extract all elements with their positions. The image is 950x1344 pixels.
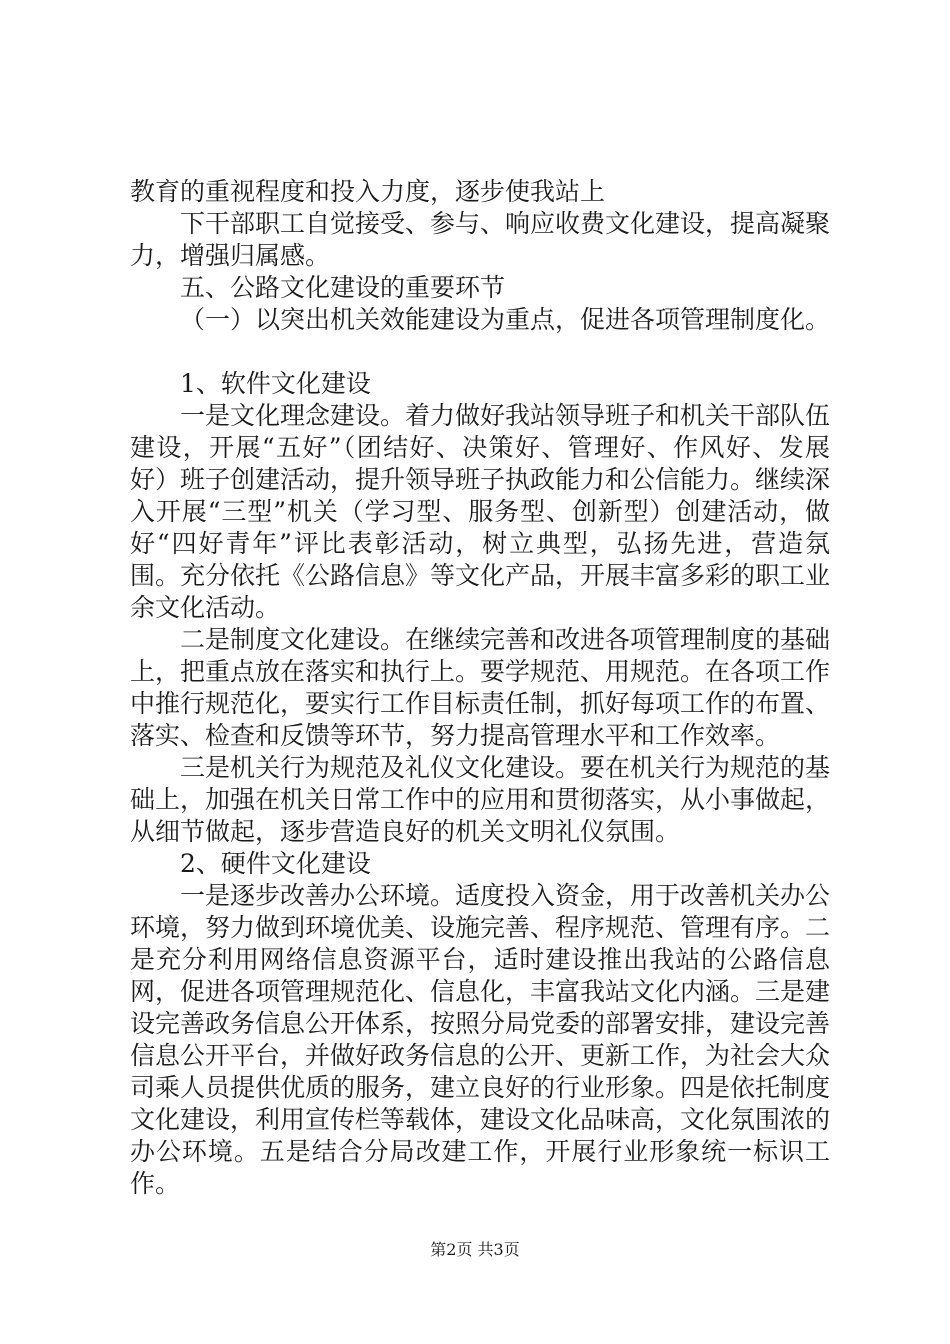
paragraph-office-environment: 一是逐步改善办公环境。适度投入资金，用于改善机关办公环境，努力做到环境优美、设施完善、程序规范、管理有序。二是充分利用网络信息资源平台，适时建设推出我站的公路信息网，促进各项管理规范化、信息化，丰富我站文化内涵。三是建设完善政务信息公开体系，按照分局党委的部署安排，建设完善信息公开平台，并做好政务信息的公开、更新工作，为社会大众司乘人员提供优质的服务，建立良好的行业形象。四是依托制度文化建设，利用宣传栏等载体，建设文化品味高，文化氛围浓的办公环境。五是结合分局改建工作，开展行业形象统一标识工作。 (130, 881, 831, 1198)
paragraph-continuation: 教育的重视程度和投入力度，逐步使我站上 (130, 177, 606, 206)
paragraph-etiquette-culture: 三是机关行为规范及礼仪文化建设。要在机关行为规范的基础上，加强在机关日常工作中的应用和贯彻落实，从小事做起，从细节做起，逐步营造良好的机关文明礼仪氛围。 (130, 753, 831, 846)
paragraph-system-culture: 二是制度文化建设。在继续完善和改进各项管理制度的基础上，把重点放在落实和执行上。要学规范、用规范。在各项工作中推行规范化，要实行工作目标责任制，抓好每项工作的布置、落实、检查和反馈等环节，努力提高管理水平和工作效率。 (130, 625, 831, 750)
paragraph: 下干部职工自觉接受、参与、响应收费文化建设，提高凝聚力，增强归属感。 (130, 209, 831, 270)
document-body (130, 176, 830, 1200)
subsection-heading: （一）以突出机关效能建设为重点，促进各项管理制度化。 (180, 305, 831, 334)
paragraph-culture-concept: 一是文化理念建设。着力做好我站领导班子和机关干部队伍建设，开展“五好”（团结好、决策好、管理好、作风好、发展好）班子创建活动，提升领导班子执政能力和公信能力。继续深入开展“三型”机关（学习型、服务型、创新型）创建活动，做好“四好青年”评比表彰活动，树立典型，弘扬先进，营造氛围。充分依托《公路信息》等文化产品，开展丰富多彩的职工业余文化活动。 (130, 401, 831, 622)
section-heading: 五、公路文化建设的重要环节 (180, 273, 506, 302)
page-number-footer: 第2页 共3页 (430, 1240, 520, 1259)
item-heading-software: 1、软件文化建设 (180, 369, 371, 398)
item-heading-hardware: 2、硬件文化建设 (180, 849, 371, 878)
